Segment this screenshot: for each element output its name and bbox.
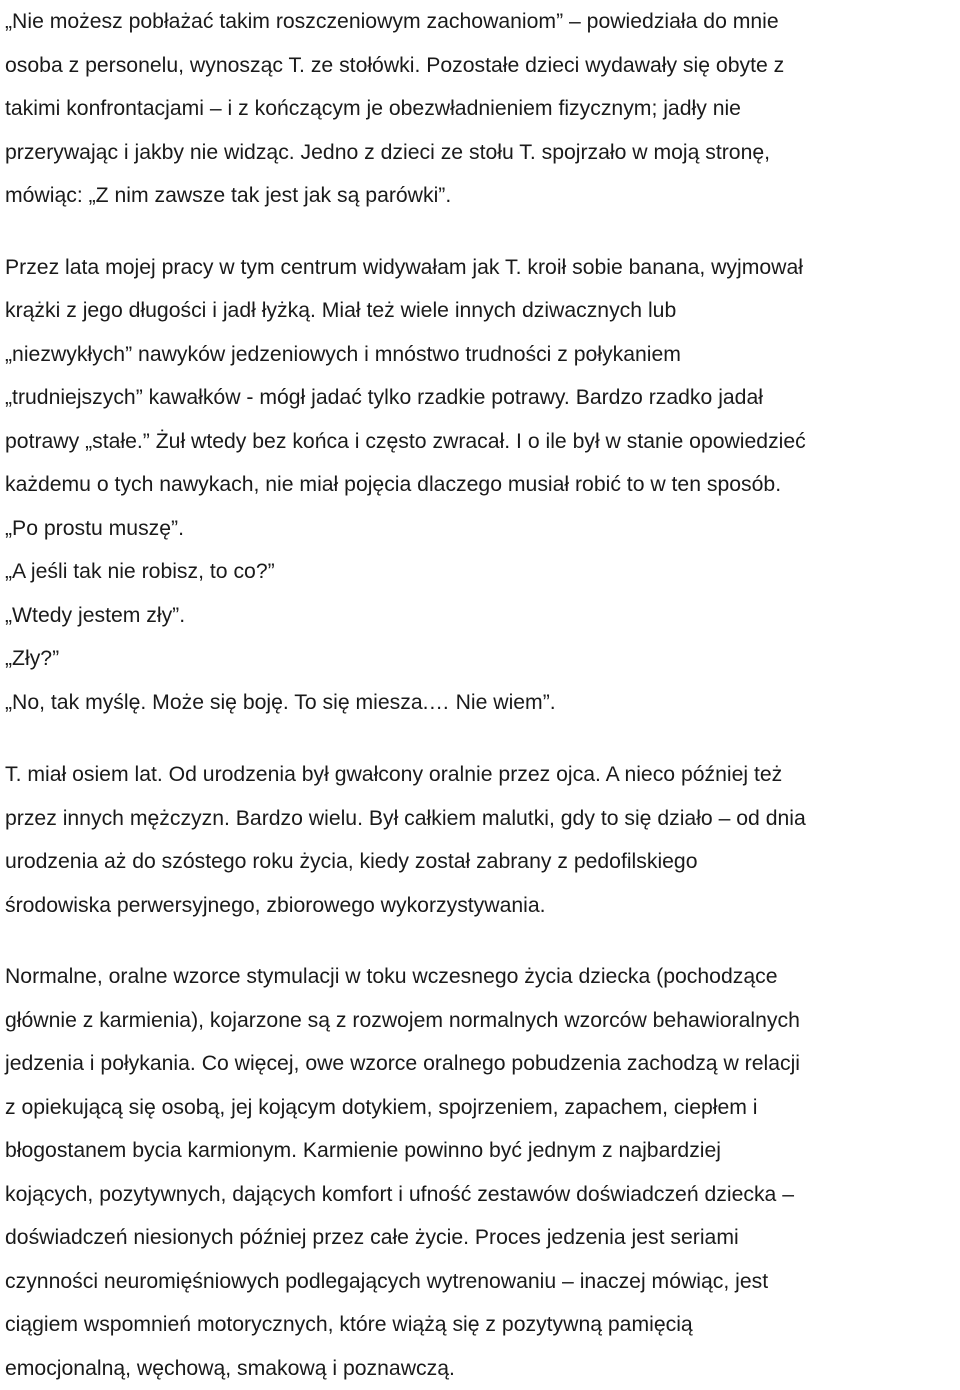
text-line: kojących, pozytywnych, dających komfort i ufność zestawów doświadczeń dziecka – (5, 1173, 957, 1217)
paragraph-2 (5, 246, 957, 725)
text-line: „niezwykłych” nawyków jedzeniowych i mnóstwo trudności z połykaniem (5, 333, 957, 377)
text-line: przez innych mężczyzn. Bardzo wielu. Był całkiem malutki, gdy to się działo – od dnia (5, 797, 957, 841)
text-line: środowiska perwersyjnego, zbiorowego wykorzystywania. (5, 884, 957, 928)
paragraph-spacer (5, 927, 957, 955)
text-line: osoba z personelu, wynosząc T. ze stołówki. Pozostałe dzieci wydawały się obyte z (5, 44, 957, 88)
document-page (5, 0, 957, 1390)
text-line: Normalne, oralne wzorce stymulacji w toku wczesnego życia dziecka (pochodzące (5, 955, 957, 999)
text-line: doświadczeń niesionych później przez całe życie. Proces jedzenia jest seriami (5, 1216, 957, 1260)
text-line: każdemu o tych nawykach, nie miał pojęcia dlaczego musiał robić to w ten sposób. (5, 463, 957, 507)
paragraph-3 (5, 753, 957, 927)
text-line: z opiekującą się osobą, jej kojącym dotykiem, spojrzeniem, zapachem, ciepłem i (5, 1086, 957, 1130)
dialogue-line: „A jeśli tak nie robisz, to co?” (5, 550, 957, 594)
paragraph-spacer (5, 218, 957, 246)
text-line: Przez lata mojej pracy w tym centrum widywałam jak T. kroił sobie banana, wyjmował (5, 246, 957, 290)
text-line: takimi konfrontacjami – i z kończącym je obezwładnieniem fizycznym; jadły nie (5, 87, 957, 131)
paragraph-1 (5, 0, 957, 218)
text-line: „Nie możesz pobłażać takim roszczeniowym zachowaniom” – powiedziała do mnie (5, 0, 957, 44)
dialogue-line: „No, tak myślę. Może się boję. To się miesza.… Nie wiem”. (5, 681, 957, 725)
dialogue-line: „Po prostu muszę”. (5, 507, 957, 551)
text-line: ciągiem wspomnień motorycznych, które wiążą się z pozytywną pamięcią (5, 1303, 957, 1347)
paragraph-spacer (5, 724, 957, 753)
text-line: głównie z karmienia), kojarzone są z rozwojem normalnych wzorców behawioralnych (5, 999, 957, 1043)
text-line: potrawy „stałe.” Żuł wtedy bez końca i często zwracał. I o ile był w stanie opowiedzieć (5, 420, 957, 464)
paragraph-4 (5, 955, 957, 1390)
text-line: urodzenia aż do szóstego roku życia, kiedy został zabrany z pedofilskiego (5, 840, 957, 884)
text-line: mówiąc: „Z nim zawsze tak jest jak są parówki”. (5, 174, 957, 218)
text-line: emocjonalną, węchową, smakową i poznawczą. (5, 1347, 957, 1390)
text-line: czynności neuromięśniowych podlegających wytrenowaniu – inaczej mówiąc, jest (5, 1260, 957, 1304)
dialogue-line: „Wtedy jestem zły”. (5, 594, 957, 638)
text-line: krążki z jego długości i jadł łyżką. Miał też wiele innych dziwacznych lub (5, 289, 957, 333)
text-line: błogostanem bycia karmionym. Karmienie powinno być jednym z najbardziej (5, 1129, 957, 1173)
text-line: przerywając i jakby nie widząc. Jedno z dzieci ze stołu T. spojrzało w moją stronę, (5, 131, 957, 175)
text-line: jedzenia i połykania. Co więcej, owe wzorce oralnego pobudzenia zachodzą w relacji (5, 1042, 957, 1086)
text-line: T. miał osiem lat. Od urodzenia był gwałcony oralnie przez ojca. A nieco później też (5, 753, 957, 797)
dialogue-line: „Zły?” (5, 637, 957, 681)
text-line: „trudniejszych” kawałków - mógł jadać tylko rzadkie potrawy. Bardzo rzadko jadał (5, 376, 957, 420)
